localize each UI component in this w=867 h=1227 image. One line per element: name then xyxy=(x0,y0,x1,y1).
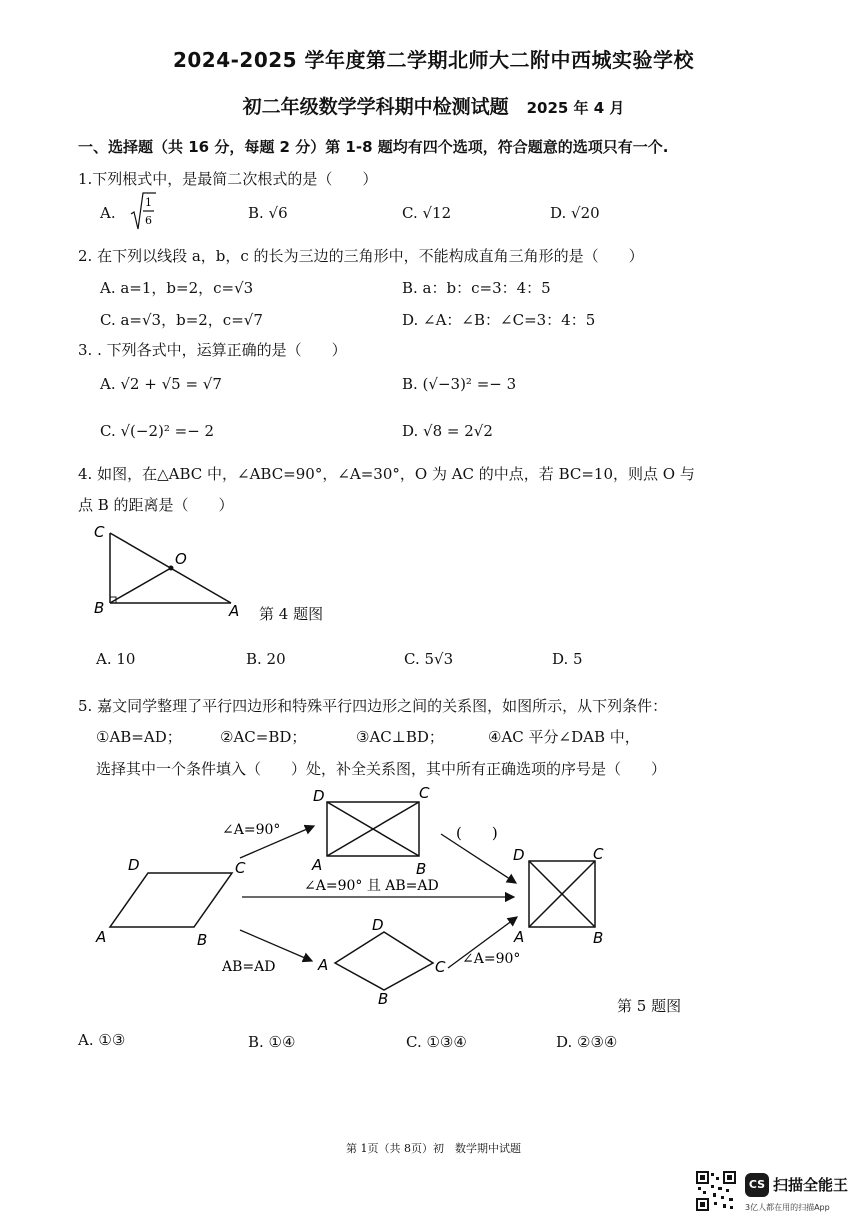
q5-rhombus-label-c: C xyxy=(435,958,446,976)
q5-condition-3: ③AC⊥BD； xyxy=(356,728,444,746)
q5-arrows xyxy=(240,826,517,968)
q5-square-label-a: A xyxy=(514,928,525,946)
q5-arrow-label-to-rhombus: AB=AD xyxy=(222,959,276,975)
q5-rhombus-label-b: B xyxy=(378,990,389,1008)
scanner-app-name: 扫描全能王 xyxy=(773,1176,849,1194)
q5-para-label-b: B xyxy=(197,931,208,949)
q5-condition-2: ②AC=BD； xyxy=(220,728,307,746)
q3-option-d: D. √8 = 2√2 xyxy=(402,422,493,440)
q5-square-label-d: D xyxy=(513,846,525,864)
q5-para-label-c: C xyxy=(235,859,246,877)
q4-option-a: A. 10 xyxy=(96,650,136,668)
exam-title-line1: 2024-2025 学年度第二学期北师大二附中西城实验学校 xyxy=(172,48,695,72)
q5-arrow-label-to-rectangle: ∠A=90° xyxy=(222,822,281,838)
q5-parallelogram xyxy=(110,873,232,927)
q3-option-b: B. (√−3)² =− 3 xyxy=(402,375,517,393)
q1-option-a: A. xyxy=(100,204,116,222)
qr-code-icon xyxy=(696,1171,736,1211)
q5-stem-line1: 5. 嘉文同学整理了平行四边形和特殊平行四边形之间的关系图，如图所示，从下列条件： xyxy=(78,697,668,715)
q4-option-b: B. 20 xyxy=(246,650,286,668)
q1-option-a-radical xyxy=(131,193,156,229)
q2-stem: 2. 在下列以线段 a，b，c 的长为三边的三角形中，不能构成直角三角形的是（ ） xyxy=(78,247,644,265)
q5-para-label-a: A xyxy=(96,928,107,946)
q5-rect-label-d: D xyxy=(313,787,325,805)
q4-option-c: C. 5√3 xyxy=(404,650,454,668)
q5-option-c: C. ①③④ xyxy=(406,1033,467,1051)
q1-option-b: B. √6 xyxy=(248,204,288,222)
exam-subject-title: 初二年级数学学科期中检测试题 xyxy=(242,96,509,118)
scanner-app-logo-icon: CS xyxy=(745,1173,769,1197)
q5-option-b: B. ①④ xyxy=(248,1033,296,1051)
q4-option-d: D. 5 xyxy=(552,650,583,668)
q5-figure-caption: 第 5 题图 xyxy=(617,997,682,1015)
q5-rect-label-b: B xyxy=(416,860,427,878)
q2-option-b: B. a：b：c=3：4：5 xyxy=(402,279,551,297)
q1-stem: 1.下列根式中，是最简二次根式的是（ ） xyxy=(78,170,378,188)
q4-stem-line1: 4. 如图，在△ABC 中，∠ABC=90°，∠A=30°，O 为 AC 的中点，若 BC=10，则点 O 与 xyxy=(78,465,695,483)
q5-para-label-d: D xyxy=(128,856,140,874)
q5-blank-condition: ( ) xyxy=(456,824,498,842)
q5-rhombus-label-d: D xyxy=(372,916,384,934)
q4-figure-caption: 第 4 题图 xyxy=(259,605,324,623)
q3-option-c: C. √(−2)² =− 2 xyxy=(100,422,215,440)
q5-square xyxy=(529,861,595,927)
q4-label-b: B xyxy=(94,599,105,617)
q4-stem-line2: 点 B 的距离是（ ） xyxy=(78,496,234,514)
q5-rhombus-label-a: A xyxy=(318,956,329,974)
scanner-app-tagline: 3亿人都在用的扫描App xyxy=(745,1203,830,1212)
q5-arrow-label-rhombus-to-square: ∠A=90° xyxy=(462,951,521,967)
q3-stem: 3. . 下列各式中，运算正确的是（ ） xyxy=(78,341,347,359)
q5-option-d: D. ②③④ xyxy=(556,1033,618,1051)
q1-option-d: D. √20 xyxy=(550,204,600,222)
q1-frac-numerator: 1 xyxy=(145,196,152,209)
q4-label-o: O xyxy=(175,550,187,568)
q4-point-o xyxy=(169,566,174,571)
exam-date: 2025 年 4 月 xyxy=(526,99,625,117)
q5-square-label-c: C xyxy=(593,845,604,863)
q5-rect-label-c: C xyxy=(419,784,430,802)
q5-square-label-b: B xyxy=(593,929,604,947)
q4-label-a: A xyxy=(229,602,240,620)
q5-rect-label-a: A xyxy=(312,856,323,874)
q2-option-a: A. a=1，b=2，c=√3 xyxy=(100,279,254,297)
q5-arrow-label-to-square: ∠A=90° 且 AB=AD xyxy=(304,878,439,894)
q1-frac-denominator: 6 xyxy=(145,214,152,227)
q5-rhombus xyxy=(335,932,433,990)
q3-option-a: A. √2 + √5 = √7 xyxy=(100,375,222,393)
q1-option-c: C. √12 xyxy=(402,204,452,222)
section-1-heading: 一、选择题（共 16 分，每题 2 分）第 1-8 题均有四个选项，符合题意的选项只有一个. xyxy=(78,138,669,156)
q5-stem-line3: 选择其中一个条件填入（ ）处，补全关系图，其中所有正确选项的序号是（ ） xyxy=(96,760,667,778)
q2-option-d: D. ∠A：∠B：∠C=3：4：5 xyxy=(402,311,596,329)
page-footer: 第 1页（共 8页）初 数学期中试题 xyxy=(346,1142,521,1155)
q5-option-a: A. ①③ xyxy=(78,1031,126,1049)
q5-rectangle xyxy=(327,802,419,856)
q5-condition-4: ④AC 平分∠DAB 中， xyxy=(488,728,640,746)
q5-condition-1: ①AB=AD； xyxy=(96,728,182,746)
q4-label-c: C xyxy=(94,523,105,541)
q2-option-c: C. a=√3，b=2，c=√7 xyxy=(100,311,263,329)
